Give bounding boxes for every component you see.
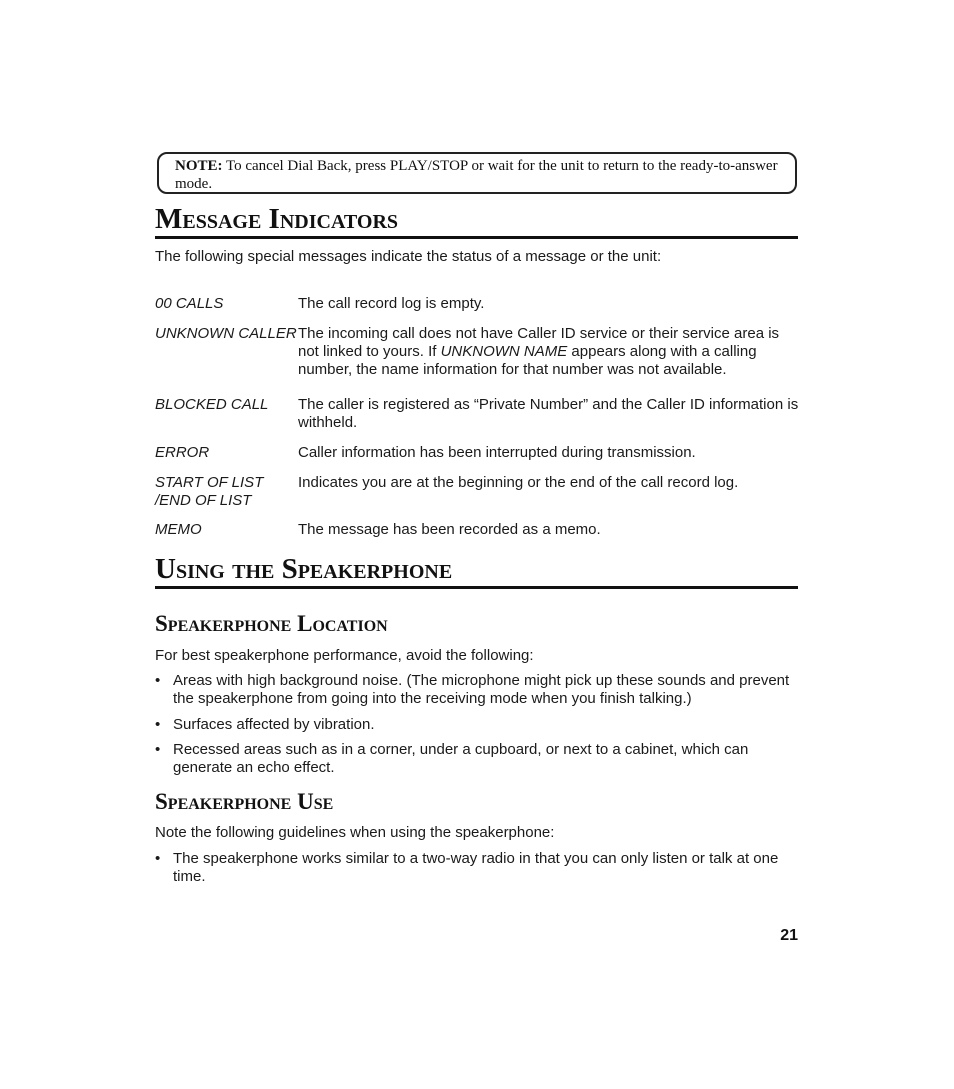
list-item: [155, 716, 798, 734]
list-item-text: Recessed areas such as in a corner, under a cupboard, or next to a cabinet, which can generate an echo effect.: [173, 741, 749, 776]
speakerphone-use-intro: Note the following guidelines when using the speakerphone:: [155, 824, 555, 841]
indicator-desc-unknown-caller: [298, 325, 803, 379]
bullet-icon: •: [155, 672, 161, 689]
indicator-desc-00-calls: The call record log is empty.: [298, 295, 485, 312]
list-item: [155, 672, 798, 708]
note-text: To cancel Dial Back, press PLAY/STOP or wait for the unit to return to the ready-to-answer mode.: [175, 158, 778, 192]
term-line: START OF LIST: [155, 474, 264, 491]
desc-part: appears along with a calling number, the name information for that number was not available.: [298, 343, 757, 378]
note-box: [157, 152, 797, 194]
speakerphone-location-intro: For best speakerphone performance, avoid the following:: [155, 647, 534, 664]
bullet-icon: •: [155, 716, 161, 733]
note-label: NOTE:: [175, 158, 223, 174]
heading-message-indicators: Message Indicators: [155, 203, 798, 239]
indicator-desc-blocked-call: The caller is registered as “Private Number” and the Caller ID information is withheld.: [298, 396, 799, 431]
list-item: [155, 850, 798, 886]
indicator-term-start-end-of-list: [155, 474, 295, 510]
desc-part: The incoming call does not have Caller ID service or their service area is not linked to yours. If: [298, 325, 780, 360]
indicator-term-memo: MEMO: [155, 521, 202, 538]
indicator-desc-memo: The message has been recorded as a memo.: [298, 521, 601, 538]
term-line: /END OF LIST: [155, 492, 252, 509]
indicator-term-unknown-caller: UNKNOWN CALLER: [155, 325, 297, 342]
heading-speakerphone-use: Speakerphone Use: [155, 789, 334, 814]
list-item: [155, 741, 798, 777]
indicator-term-error: ERROR: [155, 444, 210, 461]
page-number: 21: [780, 927, 798, 944]
list-item-text: Areas with high background noise. (The microphone might pick up these sounds and prevent the speakerphone from going into the receiving mode when you finish talking.): [173, 672, 790, 707]
indicator-desc-start-end-of-list: Indicates you are at the beginning or the end of the call record log.: [298, 474, 739, 491]
list-item-text: The speakerphone works similar to a two-way radio in that you can only listen or talk at one time.: [173, 850, 779, 885]
heading-speakerphone-location: Speakerphone Location: [155, 611, 388, 636]
indicator-term-blocked-call: BLOCKED CALL: [155, 396, 269, 413]
bullet-icon: •: [155, 741, 161, 758]
indicator-desc-error: Caller information has been interrupted during transmission.: [298, 444, 696, 461]
indicator-term-00-calls: 00 CALLS: [155, 295, 224, 312]
message-indicators-intro: The following special messages indicate the status of a message or the unit:: [155, 248, 662, 265]
heading-using-speakerphone: Using the Speakerphone: [155, 553, 798, 589]
bullet-icon: •: [155, 850, 161, 867]
desc-italic-unknown-name: UNKNOWN NAME: [440, 343, 568, 360]
list-item-text: Surfaces affected by vibration.: [173, 716, 375, 733]
